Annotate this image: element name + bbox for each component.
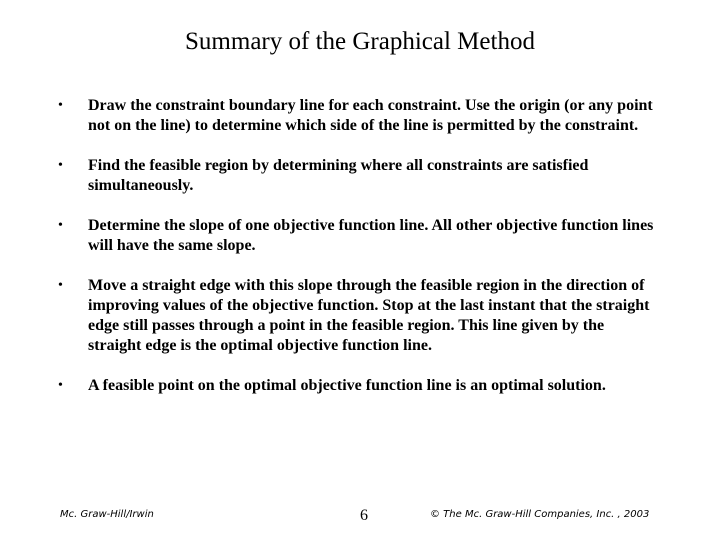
bullet-item [58, 156, 658, 196]
bullet-item [58, 96, 658, 136]
bullet-marker: • [58, 218, 63, 233]
bullet-marker: • [58, 98, 63, 113]
bullet-text: Determine the slope of one objective function line. All other objective function lines will have the same slope. [88, 217, 654, 254]
bullet-item [58, 376, 658, 396]
bullet-list [58, 96, 658, 396]
bullet-item [58, 216, 658, 256]
slide-title: Summary of the Graphical Method [185, 28, 535, 55]
bullet-text: Draw the constraint boundary line for each constraint. Use the origin (or any point not on the line) to determine which side of the line is permitted by the constraint. [88, 97, 653, 134]
bullet-item [58, 276, 658, 356]
footer-publisher: Mc. Graw-Hill/Irwin [60, 509, 154, 520]
page-number: 6 [360, 507, 368, 524]
bullet-text: Move a straight edge with this slope through the feasible region in the direction of improving values of the objective function. Stop at the last instant that the straight edge still passes through a point in the feasible region. This line given by the straight edge is the optimal objective function line. [88, 277, 650, 354]
bullet-text: Find the feasible region by determining where all constraints are satisfied simultaneously. [88, 157, 589, 194]
bullet-text: A feasible point on the optimal objective function line is an optimal solution. [88, 377, 606, 394]
bullet-marker: • [58, 278, 63, 293]
bullet-marker: • [58, 378, 63, 393]
footer-copyright: © The Mc. Graw-Hill Companies, Inc. , 2003 [430, 509, 650, 520]
bullet-marker: • [58, 158, 63, 173]
